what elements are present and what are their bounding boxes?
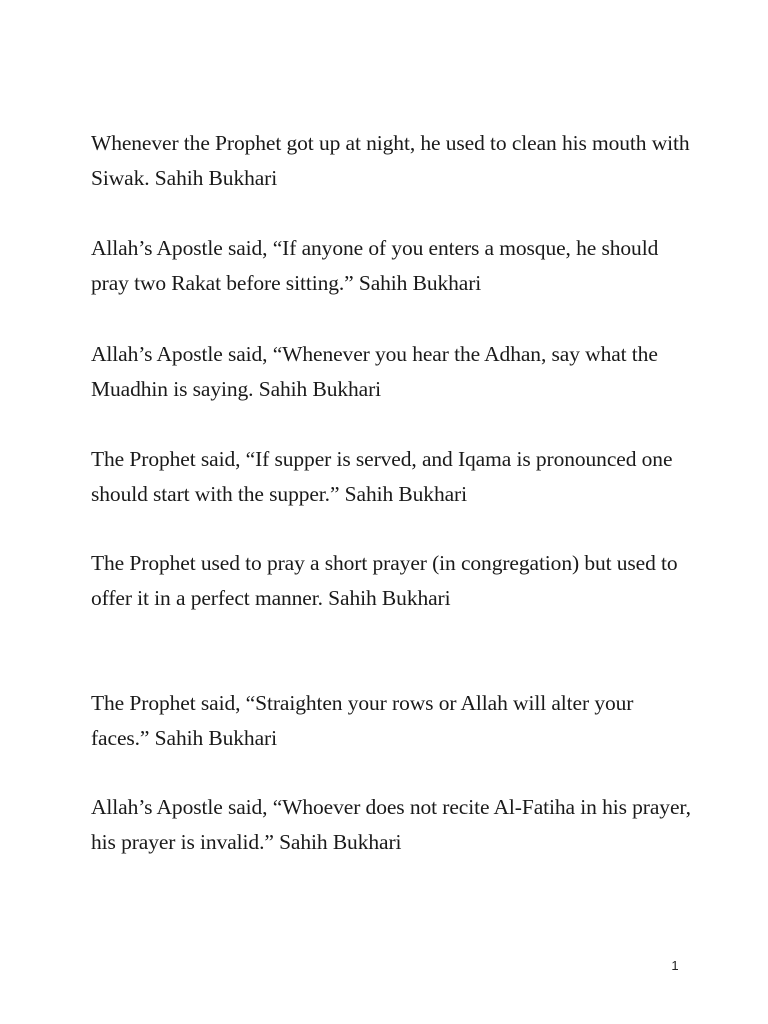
- paragraph-hadith-al-fatiha: Allah’s Apostle said, “Whoever does not recite Al-Fatiha in his prayer, his prayer is invalid.” Sahih Bukhari: [91, 795, 691, 854]
- paragraph-hadith-adhan: Allah’s Apostle said, “Whenever you hear the Adhan, say what the Muadhin is saying. Sahih Bukhari: [91, 342, 658, 401]
- page-number: 1: [671, 958, 679, 973]
- paragraph-hadith-siwak: Whenever the Prophet got up at night, he used to clean his mouth with Siwak. Sahih Bukhari: [91, 131, 690, 190]
- paragraph-hadith-supper: The Prophet said, “If supper is served, and Iqama is pronounced one should start with the supper.” Sahih Bukhari: [91, 447, 673, 506]
- paragraph-hadith-straighten-rows: The Prophet said, “Straighten your rows or Allah will alter your faces.” Sahih Bukhari: [91, 691, 634, 750]
- paragraph-hadith-short-prayer: The Prophet used to pray a short prayer (in congregation) but used to offer it in a perfect manner. Sahih Bukhari: [91, 551, 678, 610]
- paragraph-hadith-mosque-rakat: Allah’s Apostle said, “If anyone of you enters a mosque, he should pray two Rakat before sitting.” Sahih Bukhari: [91, 236, 659, 295]
